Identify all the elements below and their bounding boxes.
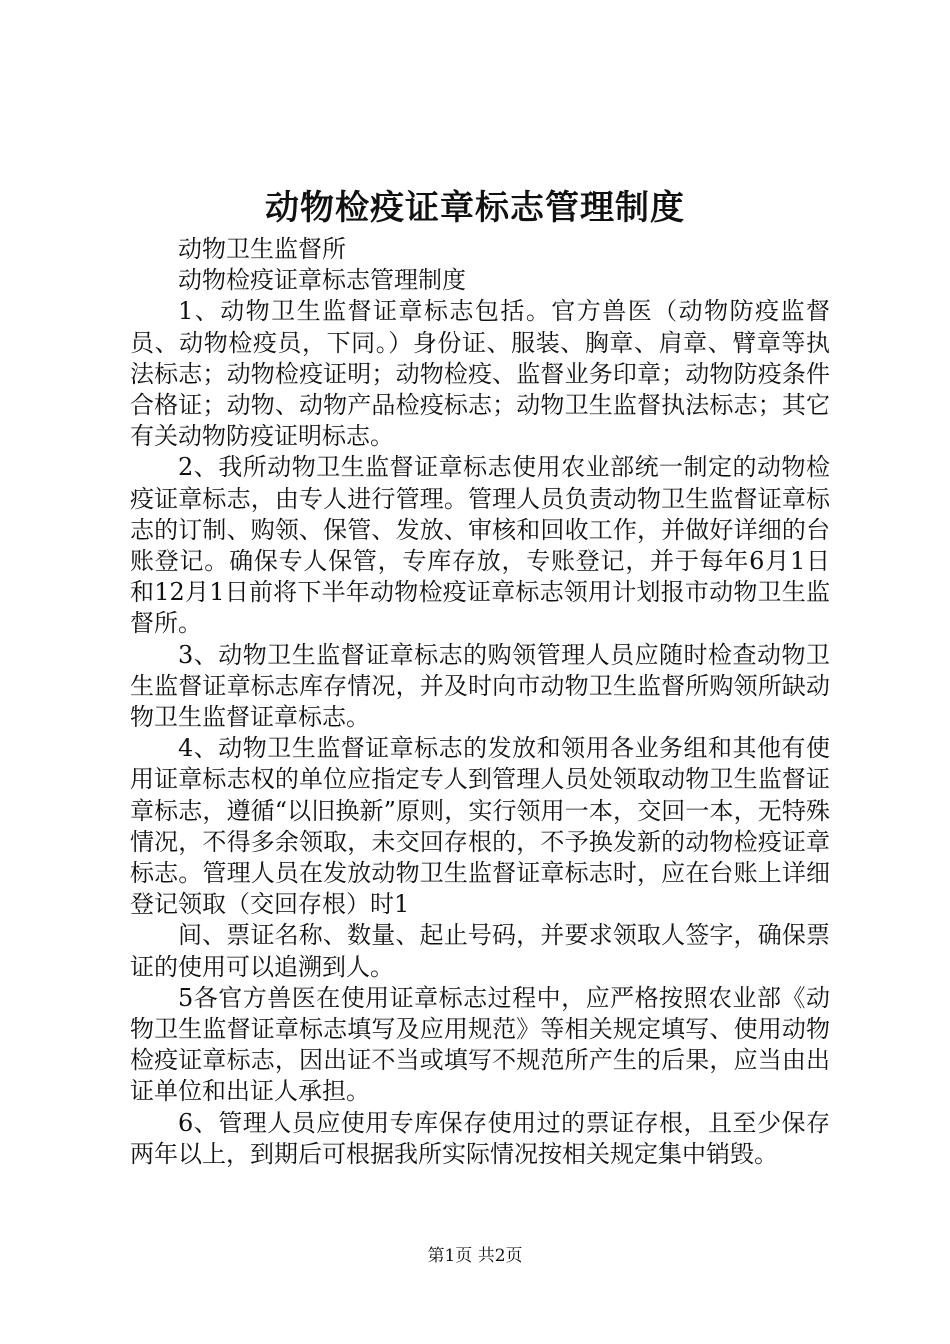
document-title: 动物检疫证章标志管理制度: [265, 188, 685, 228]
paragraph-1: 1、动物卫生监督证章标志包括。官方兽医（动物防疫监督员、动物检疫员，下同。）身份证、服装、胸章、肩章、臂章等执法标志；动物检疫证明；动物检疫、监督业务印章；动物防疫条件合格证；动物、动物产品检疫标志；动物卫生监督执法标志；其它有关动物防疫证明标志。: [130, 297, 830, 451]
paragraph-4: 4、动物卫生监督证章标志的发放和领用各业务组和其他有使用证章标志权的单位应指定专人到管理人员处领取动物卫生监督证章标志，遵循“以旧换新”原则，实行领用一本，交回一本，无特殊情况，不得多余领取，未交回存根的，不予换发新的动物检疫证章标志。管理人员在发放动物卫生监督证章标志时，应在台账上详细登记领取（交回存根）时1: [130, 734, 830, 919]
paragraph-4-continued: 间、票证名称、数量、起止号码，并要求领取人签字，确保票证的使用可以追溯到人。: [130, 921, 830, 981]
subtitle-line: 动物检疫证章标志管理制度: [178, 266, 466, 295]
issuer-line: 动物卫生监督所: [178, 235, 346, 263]
paragraph-2: 2、我所动物卫生监督证章标志使用农业部统一制定的动物检疫证章标志，由专人进行管理。管理人员负责动物卫生监督证章标志的订制、购领、保管、发放、审核和回收工作，并做好详细的台账登记。确保专人保管，专库存放，专账登记，并于每年6月1日和12月1日前将下半年动物检疫证章标志领用计划报市动物卫生监督所。: [130, 453, 830, 638]
paragraph-6: 6、管理人员应使用专库保存使用过的票证存根，且至少保存两年以上，到期后可根据我所实际情况按相关规定集中销毁。: [130, 1108, 830, 1168]
page-number-footer: 第1页 共2页: [427, 1246, 523, 1266]
document-body: [130, 234, 830, 1170]
paragraph-3: 3、动物卫生监督证章标志的购领管理人员应随时检查动物卫生监督证章标志库存情况，并及时向市动物卫生监督所购领所缺动物卫生监督证章标志。: [130, 640, 830, 732]
paragraph-5: 5各官方兽医在使用证章标志过程中，应严格按照农业部《动物卫生监督证章标志填写及应用规范》等相关规定填写、使用动物检疫证章标志，因出证不当或填写不规范所产生的后果，应当由出证单位和出证人承担。: [130, 983, 830, 1106]
